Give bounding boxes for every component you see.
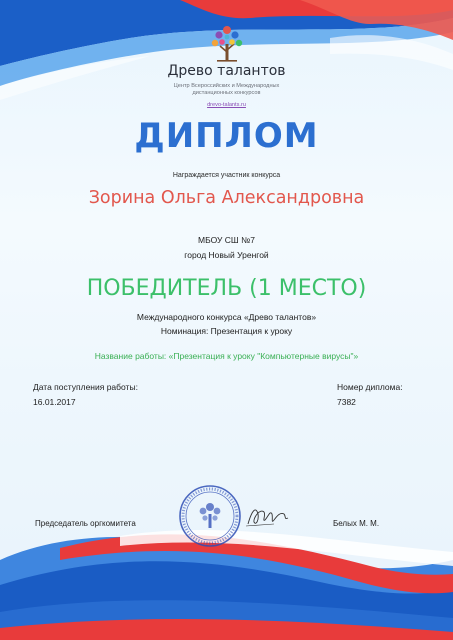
brand-subtitle (0, 83, 453, 97)
diploma-number-label: Номер диплома: (337, 382, 403, 392)
chairman-label: Председатель оргкомитета (35, 519, 136, 528)
brand-website-link[interactable]: drevo-talants.ru (207, 102, 246, 108)
tree-logo-icon (208, 22, 246, 66)
participant-name: Зорина Ольга Александровна (88, 188, 365, 208)
seal-stamp-icon (178, 484, 242, 548)
brand-subtitle-line2: дистанционных конкурсов (192, 90, 261, 96)
date-label: Дата поступления работы: (33, 382, 138, 392)
contest-name: Международного конкурса «Древо талантов» (136, 312, 317, 322)
date-value: 16.01.2017 (33, 397, 76, 407)
brand-subtitle-line1: Центр Всероссийских и Международных (173, 83, 280, 89)
chairman-name: Белых М. М. (333, 519, 380, 528)
result-place: ПОБЕДИТЕЛЬ (1 МЕСТО) (86, 276, 367, 301)
awarded-text: Награждается участник конкурса (172, 172, 281, 179)
signature-icon (244, 500, 290, 532)
brand-name: Древо талантов (167, 63, 286, 79)
city-name: город Новый Уренгой (184, 250, 269, 260)
school-name: МБОУ СШ №7 (198, 235, 255, 245)
work-title: Название работы: «Презентация к уроку "Компьютерные вирусы"» (94, 351, 359, 361)
nomination: Номинация: Презентация к уроку (160, 326, 293, 336)
diploma-title: ДИПЛОМ (134, 116, 319, 156)
diploma-number-value: 7382 (337, 397, 356, 407)
